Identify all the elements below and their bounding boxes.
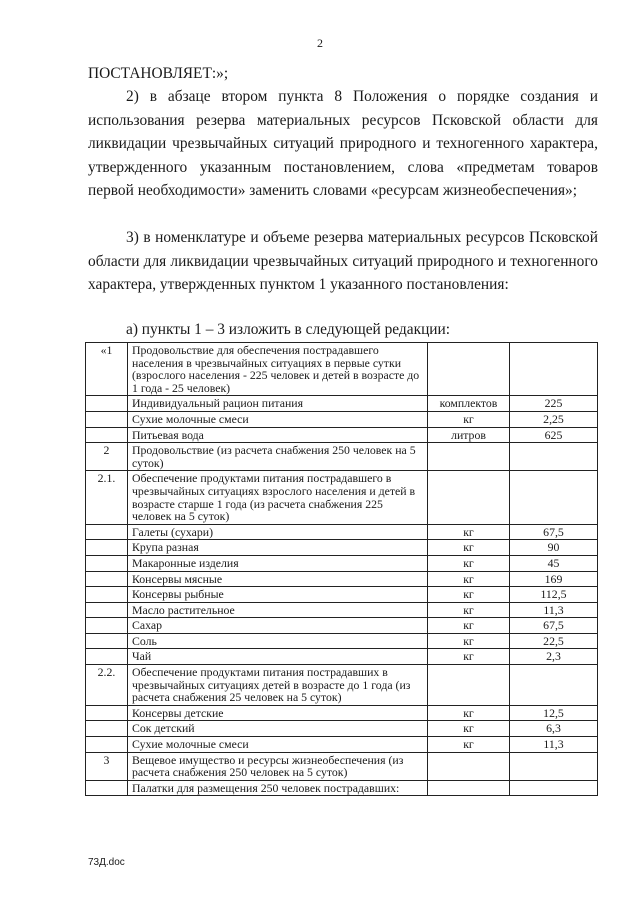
paragraph-postanovlyaet: ПОСТАНОВЛЯЕТ:»; (88, 65, 229, 82)
row-name: Индивидуальный рацион питания (128, 396, 428, 412)
row-unit (428, 752, 510, 780)
row-unit (428, 665, 510, 706)
row-name: Консервы мясные (128, 571, 428, 587)
row-quantity: 45 (510, 555, 598, 571)
row-number (86, 721, 128, 737)
row-unit: кг (428, 633, 510, 649)
row-quantity (510, 343, 598, 396)
row-quantity (510, 780, 598, 796)
row-name: Обеспечение продуктами питания пострадавшего в чрезвычайных ситуациях взрослого населения и детей в возрасте старше 1 года (из расчета снабжения 225 человек на 5 суток) (128, 471, 428, 524)
row-unit: кг (428, 411, 510, 427)
row-number (86, 524, 128, 540)
row-quantity: 67,5 (510, 618, 598, 634)
table-row (86, 396, 598, 412)
row-number (86, 618, 128, 634)
row-number (86, 737, 128, 753)
row-unit: кг (428, 587, 510, 603)
row-name: Сахар (128, 618, 428, 634)
row-quantity: 2,3 (510, 649, 598, 665)
resources-table-body (86, 343, 598, 796)
row-name: Консервы рыбные (128, 587, 428, 603)
row-number (86, 555, 128, 571)
row-name: Продовольствие для обеспечения пострадавшего населения в чрезвычайных ситуациях в первые сутки (взрослого населения - 225 человек и детей в возрасте до 1 года - 25 человек) (128, 343, 428, 396)
table-row (86, 443, 598, 471)
row-quantity: 22,5 (510, 633, 598, 649)
row-quantity: 225 (510, 396, 598, 412)
row-unit (428, 343, 510, 396)
row-name: Обеспечение продуктами питания пострадавших в чрезвычайных ситуациях детей в возрасте до 1 года (из расчета снабжения 25 человек на 5 суток) (128, 665, 428, 706)
row-number (86, 587, 128, 603)
row-name: Питьевая вода (128, 427, 428, 443)
row-quantity: 67,5 (510, 524, 598, 540)
row-name: Сухие молочные смеси (128, 737, 428, 753)
row-name: Вещевое имущество и ресурсы жизнеобеспечения (из расчета снабжения 250 человек на 5 суток) (128, 752, 428, 780)
row-quantity (510, 471, 598, 524)
row-unit (428, 443, 510, 471)
row-number (86, 571, 128, 587)
row-unit: кг (428, 618, 510, 634)
table-row (86, 411, 598, 427)
row-name: Консервы детские (128, 705, 428, 721)
row-quantity: 625 (510, 427, 598, 443)
row-quantity: 90 (510, 540, 598, 556)
row-name: Сок детский (128, 721, 428, 737)
row-unit: комплектов (428, 396, 510, 412)
row-number (86, 780, 128, 796)
row-name: Продовольствие (из расчета снабжения 250 человек на 5 суток) (128, 443, 428, 471)
paragraph-item-2: 2) в абзаце втором пункта 8 Положения о порядке создания и использования резерва материальных ресурсов Псковской области для ликвидации чрезвычайных ситуаций природного и техногенного характера, утвержденного указанным постановлением, слова «предметам товаров первой необходимости» заменить словами «ресурсам жизнеобеспечения»; (88, 88, 598, 200)
row-name: Сухие молочные смеси (128, 411, 428, 427)
table-row (86, 587, 598, 603)
row-number (86, 540, 128, 556)
paragraph-item-3: 3) в номенклатуре и объеме резерва материальных ресурсов Псковской области для ликвидации чрезвычайных ситуаций природного и техногенного характера, утвержденных пунктом 1 указанного постановления: (88, 229, 598, 294)
row-quantity: 112,5 (510, 587, 598, 603)
row-unit: кг (428, 555, 510, 571)
row-unit (428, 780, 510, 796)
row-quantity: 6,3 (510, 721, 598, 737)
table-row (86, 665, 598, 706)
row-unit: кг (428, 737, 510, 753)
row-unit: кг (428, 649, 510, 665)
file-name: 73Д.doc (88, 857, 125, 868)
row-unit: кг (428, 571, 510, 587)
table-row (86, 524, 598, 540)
row-quantity: 169 (510, 571, 598, 587)
row-number (86, 649, 128, 665)
row-quantity: 11,3 (510, 602, 598, 618)
table-row (86, 780, 598, 796)
row-number (86, 396, 128, 412)
paragraph-item-a: а) пункты 1 – 3 изложить в следующей редакции: (126, 321, 451, 338)
table-row (86, 618, 598, 634)
row-name: Соль (128, 633, 428, 649)
page-number: 2 (317, 36, 323, 50)
row-unit: кг (428, 705, 510, 721)
table-row (86, 555, 598, 571)
table-row (86, 721, 598, 737)
row-number: «1 (86, 343, 128, 396)
row-number (86, 633, 128, 649)
row-number (86, 411, 128, 427)
row-name: Палатки для размещения 250 человек пострадавших: (128, 780, 428, 796)
row-name: Крупа разная (128, 540, 428, 556)
table-row (86, 343, 598, 396)
table-row (86, 737, 598, 753)
table-row (86, 571, 598, 587)
row-number: 2.2. (86, 665, 128, 706)
row-number: 2 (86, 443, 128, 471)
row-name: Галеты (сухари) (128, 524, 428, 540)
row-unit: кг (428, 524, 510, 540)
table-row (86, 649, 598, 665)
resources-table (85, 342, 598, 796)
row-number: 2.1. (86, 471, 128, 524)
row-name: Чай (128, 649, 428, 665)
row-quantity: 11,3 (510, 737, 598, 753)
table-row (86, 752, 598, 780)
row-unit: кг (428, 540, 510, 556)
row-name: Масло растительное (128, 602, 428, 618)
table-row (86, 471, 598, 524)
row-quantity: 2,25 (510, 411, 598, 427)
table-row (86, 602, 598, 618)
row-quantity (510, 443, 598, 471)
row-unit: кг (428, 602, 510, 618)
table-row (86, 633, 598, 649)
table-row (86, 427, 598, 443)
table-row (86, 540, 598, 556)
row-quantity (510, 665, 598, 706)
row-number (86, 602, 128, 618)
row-quantity (510, 752, 598, 780)
row-unit: кг (428, 721, 510, 737)
row-name: Макаронные изделия (128, 555, 428, 571)
row-number (86, 427, 128, 443)
row-unit: литров (428, 427, 510, 443)
table-row (86, 705, 598, 721)
row-quantity: 12,5 (510, 705, 598, 721)
row-number (86, 705, 128, 721)
row-number: 3 (86, 752, 128, 780)
row-unit (428, 471, 510, 524)
